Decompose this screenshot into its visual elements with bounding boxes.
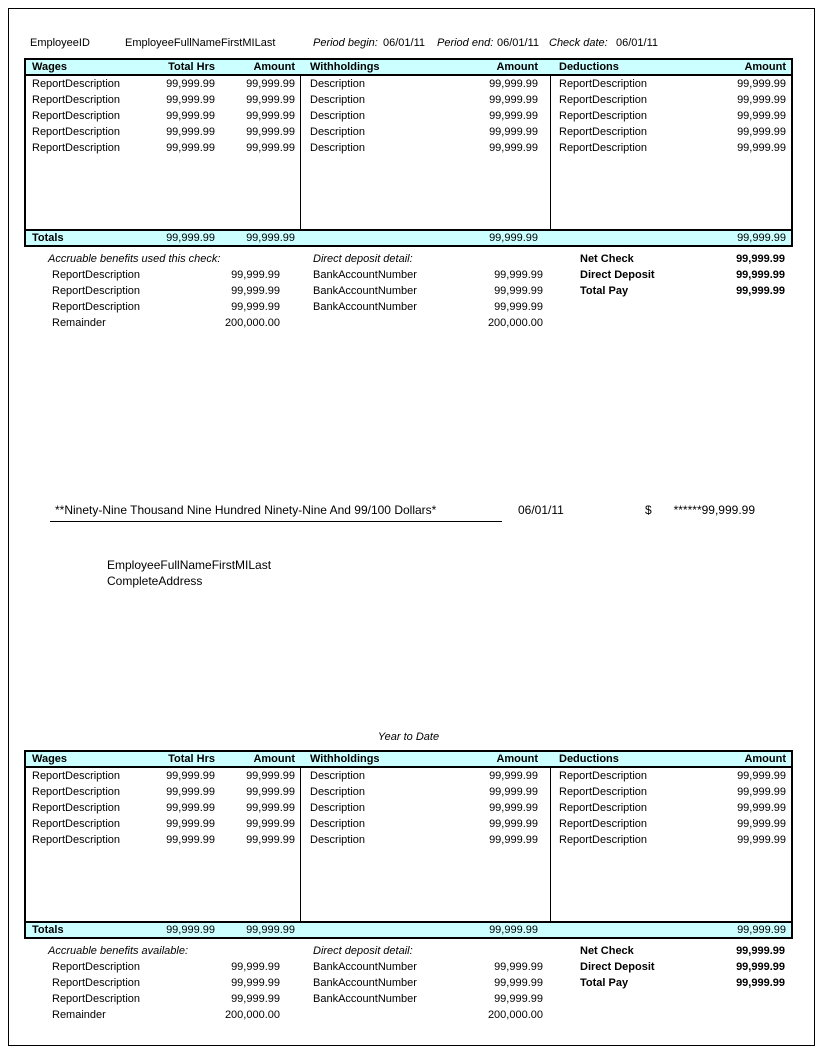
withholding-amount: 99,999.99 [489, 834, 538, 846]
table-row [26, 108, 791, 124]
table-row [26, 92, 791, 108]
stub-row [0, 993, 817, 1009]
total-pay-amount: 99,999.99 [736, 977, 785, 989]
benefit-description: ReportDescription [52, 301, 141, 313]
ytd-stub-section [0, 945, 817, 1029]
period-begin-value: 06/01/11 [383, 37, 426, 49]
wages-description: ReportDescription [32, 142, 121, 154]
wages-description: ReportDescription [32, 802, 121, 814]
benefit-amount: 99,999.99 [231, 269, 280, 281]
remainder-label: Remainder [52, 1009, 106, 1021]
direct-deposit-remainder-amount: 200,000.00 [487, 317, 543, 329]
direct-deposit-row-amount: 99,999.99 [494, 269, 543, 281]
year-to-date-label: Year to Date [377, 731, 440, 743]
table-row [26, 800, 791, 816]
deduction-description: ReportDescription [559, 142, 648, 154]
table-row [26, 768, 791, 784]
column-divider [300, 76, 301, 229]
totals-total-hrs: 99,999.99 [166, 232, 215, 244]
totals-row [24, 921, 793, 939]
period-end-label: Period end: [437, 37, 494, 49]
direct-deposit-amount: 99,999.99 [736, 961, 785, 973]
totals-deductions-amount: 99,999.99 [737, 232, 786, 244]
wages-description: ReportDescription [32, 770, 121, 782]
direct-deposit-label: Direct Deposit [580, 269, 655, 281]
stub-row [0, 253, 817, 269]
remainder-label: Remainder [52, 317, 106, 329]
benefit-amount: 99,999.99 [231, 977, 280, 989]
column-divider [550, 768, 551, 921]
direct-deposit-row-amount: 99,999.99 [494, 301, 543, 313]
deduction-description: ReportDescription [559, 786, 648, 798]
stub-row [0, 945, 817, 961]
table-row [26, 832, 791, 848]
bank-account-number: BankAccountNumber [313, 961, 417, 973]
benefit-description: ReportDescription [52, 993, 141, 1005]
payee-address: CompleteAddress [107, 574, 203, 588]
withholding-description: Description [310, 770, 366, 782]
table-header-row [24, 750, 793, 768]
totals-withholdings-amount: 99,999.99 [489, 232, 538, 244]
wages-amount: 99,999.99 [246, 770, 295, 782]
total-hrs-value: 99,999.99 [166, 770, 215, 782]
total-pay-label: Total Pay [580, 285, 629, 297]
net-check-label: Net Check [580, 945, 634, 957]
benefit-amount: 99,999.99 [231, 301, 280, 313]
stub-row [0, 301, 817, 317]
benefit-amount: 99,999.99 [231, 993, 280, 1005]
total-hrs-value: 99,999.99 [166, 142, 215, 154]
net-check-amount: 99,999.99 [736, 253, 785, 265]
wages-amount: 99,999.99 [246, 126, 295, 138]
totals-withholdings-amount: 99,999.99 [489, 924, 538, 936]
deduction-amount: 99,999.99 [737, 786, 786, 798]
direct-deposit-row-amount: 99,999.99 [494, 961, 543, 973]
wages-amount: 99,999.99 [246, 94, 295, 106]
deduction-amount: 99,999.99 [737, 78, 786, 90]
totals-deductions-amount: 99,999.99 [737, 924, 786, 936]
currency-symbol: $ [645, 503, 652, 517]
bank-account-number: BankAccountNumber [313, 977, 417, 989]
total-hrs-value: 99,999.99 [166, 78, 215, 90]
totals-label: Totals [32, 924, 64, 936]
col-header-deductions-amount: Amount [744, 61, 786, 73]
wages-description: ReportDescription [32, 94, 121, 106]
direct-deposit-row-amount: 99,999.99 [494, 285, 543, 297]
totals-wages-amount: 99,999.99 [246, 924, 295, 936]
totals-row [24, 229, 793, 247]
employee-id: EmployeeID [30, 37, 90, 49]
withholding-amount: 99,999.99 [489, 786, 538, 798]
net-check-amount: 99,999.99 [736, 945, 785, 957]
withholding-amount: 99,999.99 [489, 110, 538, 122]
direct-deposit-label: Direct Deposit [580, 961, 655, 973]
benefit-amount: 99,999.99 [231, 961, 280, 973]
col-header-total-hrs: Total Hrs [168, 753, 215, 765]
payee-name: EmployeeFullNameFirstMILast [107, 558, 272, 572]
deduction-amount: 99,999.99 [737, 142, 786, 154]
withholding-amount: 99,999.99 [489, 142, 538, 154]
deduction-amount: 99,999.99 [737, 818, 786, 830]
col-header-wages-amount: Amount [253, 753, 295, 765]
wages-amount: 99,999.99 [246, 802, 295, 814]
withholding-amount: 99,999.99 [489, 770, 538, 782]
direct-deposit-section-label: Direct deposit detail: [313, 945, 413, 957]
stub-row [0, 977, 817, 993]
deduction-description: ReportDescription [559, 818, 648, 830]
total-hrs-value: 99,999.99 [166, 818, 215, 830]
period-begin-label: Period begin: [313, 37, 378, 49]
deduction-description: ReportDescription [559, 94, 648, 106]
wages-description: ReportDescription [32, 126, 121, 138]
wages-amount: 99,999.99 [246, 142, 295, 154]
withholding-description: Description [310, 142, 366, 154]
deduction-amount: 99,999.99 [737, 834, 786, 846]
table-row [26, 76, 791, 92]
wages-amount: 99,999.99 [246, 110, 295, 122]
withholding-description: Description [310, 126, 366, 138]
wages-amount: 99,999.99 [246, 786, 295, 798]
total-hrs-value: 99,999.99 [166, 802, 215, 814]
total-hrs-value: 99,999.99 [166, 110, 215, 122]
col-header-deductions-amount: Amount [744, 753, 786, 765]
benefit-description: ReportDescription [52, 285, 141, 297]
benefit-description: ReportDescription [52, 977, 141, 989]
totals-total-hrs: 99,999.99 [166, 924, 215, 936]
total-hrs-value: 99,999.99 [166, 126, 215, 138]
col-header-wages: Wages [32, 753, 68, 765]
ytd-pay-table [24, 750, 793, 939]
total-hrs-value: 99,999.99 [166, 786, 215, 798]
remainder-amount: 200,000.00 [224, 317, 280, 329]
withholding-amount: 99,999.99 [489, 126, 538, 138]
wages-description: ReportDescription [32, 834, 121, 846]
withholding-description: Description [310, 94, 366, 106]
deduction-amount: 99,999.99 [737, 94, 786, 106]
current-pay-table [24, 58, 793, 247]
withholding-description: Description [310, 786, 366, 798]
withholding-description: Description [310, 110, 366, 122]
table-row [26, 124, 791, 140]
stub-row [0, 317, 817, 333]
bank-account-number: BankAccountNumber [313, 269, 417, 281]
total-pay-label: Total Pay [580, 977, 629, 989]
employee-name: EmployeeFullNameFirstMILast [125, 37, 276, 49]
check-amount-in-words: **Ninety-Nine Thousand Nine Hundred Ninety-Nine And 99/100 Dollars* [55, 503, 437, 517]
withholding-description: Description [310, 78, 366, 90]
stub-row [0, 285, 817, 301]
wages-description: ReportDescription [32, 78, 121, 90]
col-header-withholdings: Withholdings [310, 61, 380, 73]
col-header-wages: Wages [32, 61, 68, 73]
bank-account-number: BankAccountNumber [313, 993, 417, 1005]
check-date-label: Check date: [549, 37, 608, 49]
table-header-row [24, 58, 793, 76]
benefit-description: ReportDescription [52, 961, 141, 973]
withholding-amount: 99,999.99 [489, 94, 538, 106]
direct-deposit-row-amount: 99,999.99 [494, 993, 543, 1005]
col-header-deductions: Deductions [559, 61, 619, 73]
check-amount: ******99,999.99 [673, 503, 755, 517]
deduction-description: ReportDescription [559, 834, 648, 846]
col-header-deductions: Deductions [559, 753, 619, 765]
total-hrs-value: 99,999.99 [166, 94, 215, 106]
withholding-amount: 99,999.99 [489, 818, 538, 830]
check-date: 06/01/11 [518, 503, 564, 517]
table-body [24, 768, 793, 921]
wages-amount: 99,999.99 [246, 818, 295, 830]
withholding-description: Description [310, 834, 366, 846]
stub-row [0, 269, 817, 285]
totals-wages-amount: 99,999.99 [246, 232, 295, 244]
stub-row [0, 961, 817, 977]
withholding-amount: 99,999.99 [489, 78, 538, 90]
current-stub-section [0, 253, 817, 337]
remainder-amount: 200,000.00 [224, 1009, 280, 1021]
stub-row [0, 1009, 817, 1025]
total-hrs-value: 99,999.99 [166, 834, 215, 846]
table-row [26, 816, 791, 832]
deduction-description: ReportDescription [559, 78, 648, 90]
direct-deposit-section-label: Direct deposit detail: [313, 253, 413, 265]
direct-deposit-amount: 99,999.99 [736, 269, 785, 281]
total-pay-amount: 99,999.99 [736, 285, 785, 297]
deduction-description: ReportDescription [559, 126, 648, 138]
net-check-label: Net Check [580, 253, 634, 265]
direct-deposit-remainder-amount: 200,000.00 [487, 1009, 543, 1021]
period-end-value: 06/01/11 [497, 37, 540, 49]
deduction-amount: 99,999.99 [737, 110, 786, 122]
deduction-description: ReportDescription [559, 110, 648, 122]
totals-label: Totals [32, 232, 64, 244]
col-header-withholdings-amount: Amount [496, 61, 538, 73]
wages-description: ReportDescription [32, 786, 121, 798]
table-row [26, 784, 791, 800]
col-header-total-hrs: Total Hrs [168, 61, 215, 73]
bank-account-number: BankAccountNumber [313, 285, 417, 297]
deduction-amount: 99,999.99 [737, 770, 786, 782]
deduction-description: ReportDescription [559, 770, 648, 782]
wages-amount: 99,999.99 [246, 834, 295, 846]
wages-amount: 99,999.99 [246, 78, 295, 90]
deduction-amount: 99,999.99 [737, 802, 786, 814]
col-header-wages-amount: Amount [253, 61, 295, 73]
withholding-description: Description [310, 802, 366, 814]
withholding-description: Description [310, 818, 366, 830]
col-header-withholdings-amount: Amount [496, 753, 538, 765]
deduction-description: ReportDescription [559, 802, 648, 814]
benefits-section-label: Accruable benefits used this check: [48, 253, 221, 265]
wages-description: ReportDescription [32, 110, 121, 122]
check-date-value: 06/01/11 [616, 37, 659, 49]
col-header-withholdings: Withholdings [310, 753, 380, 765]
benefit-amount: 99,999.99 [231, 285, 280, 297]
deduction-amount: 99,999.99 [737, 126, 786, 138]
table-body [24, 76, 793, 229]
table-row [26, 140, 791, 156]
benefits-section-label: Accruable benefits available: [48, 945, 189, 957]
direct-deposit-row-amount: 99,999.99 [494, 977, 543, 989]
wages-description: ReportDescription [32, 818, 121, 830]
column-divider [550, 76, 551, 229]
column-divider [300, 768, 301, 921]
withholding-amount: 99,999.99 [489, 802, 538, 814]
benefit-description: ReportDescription [52, 269, 141, 281]
bank-account-number: BankAccountNumber [313, 301, 417, 313]
